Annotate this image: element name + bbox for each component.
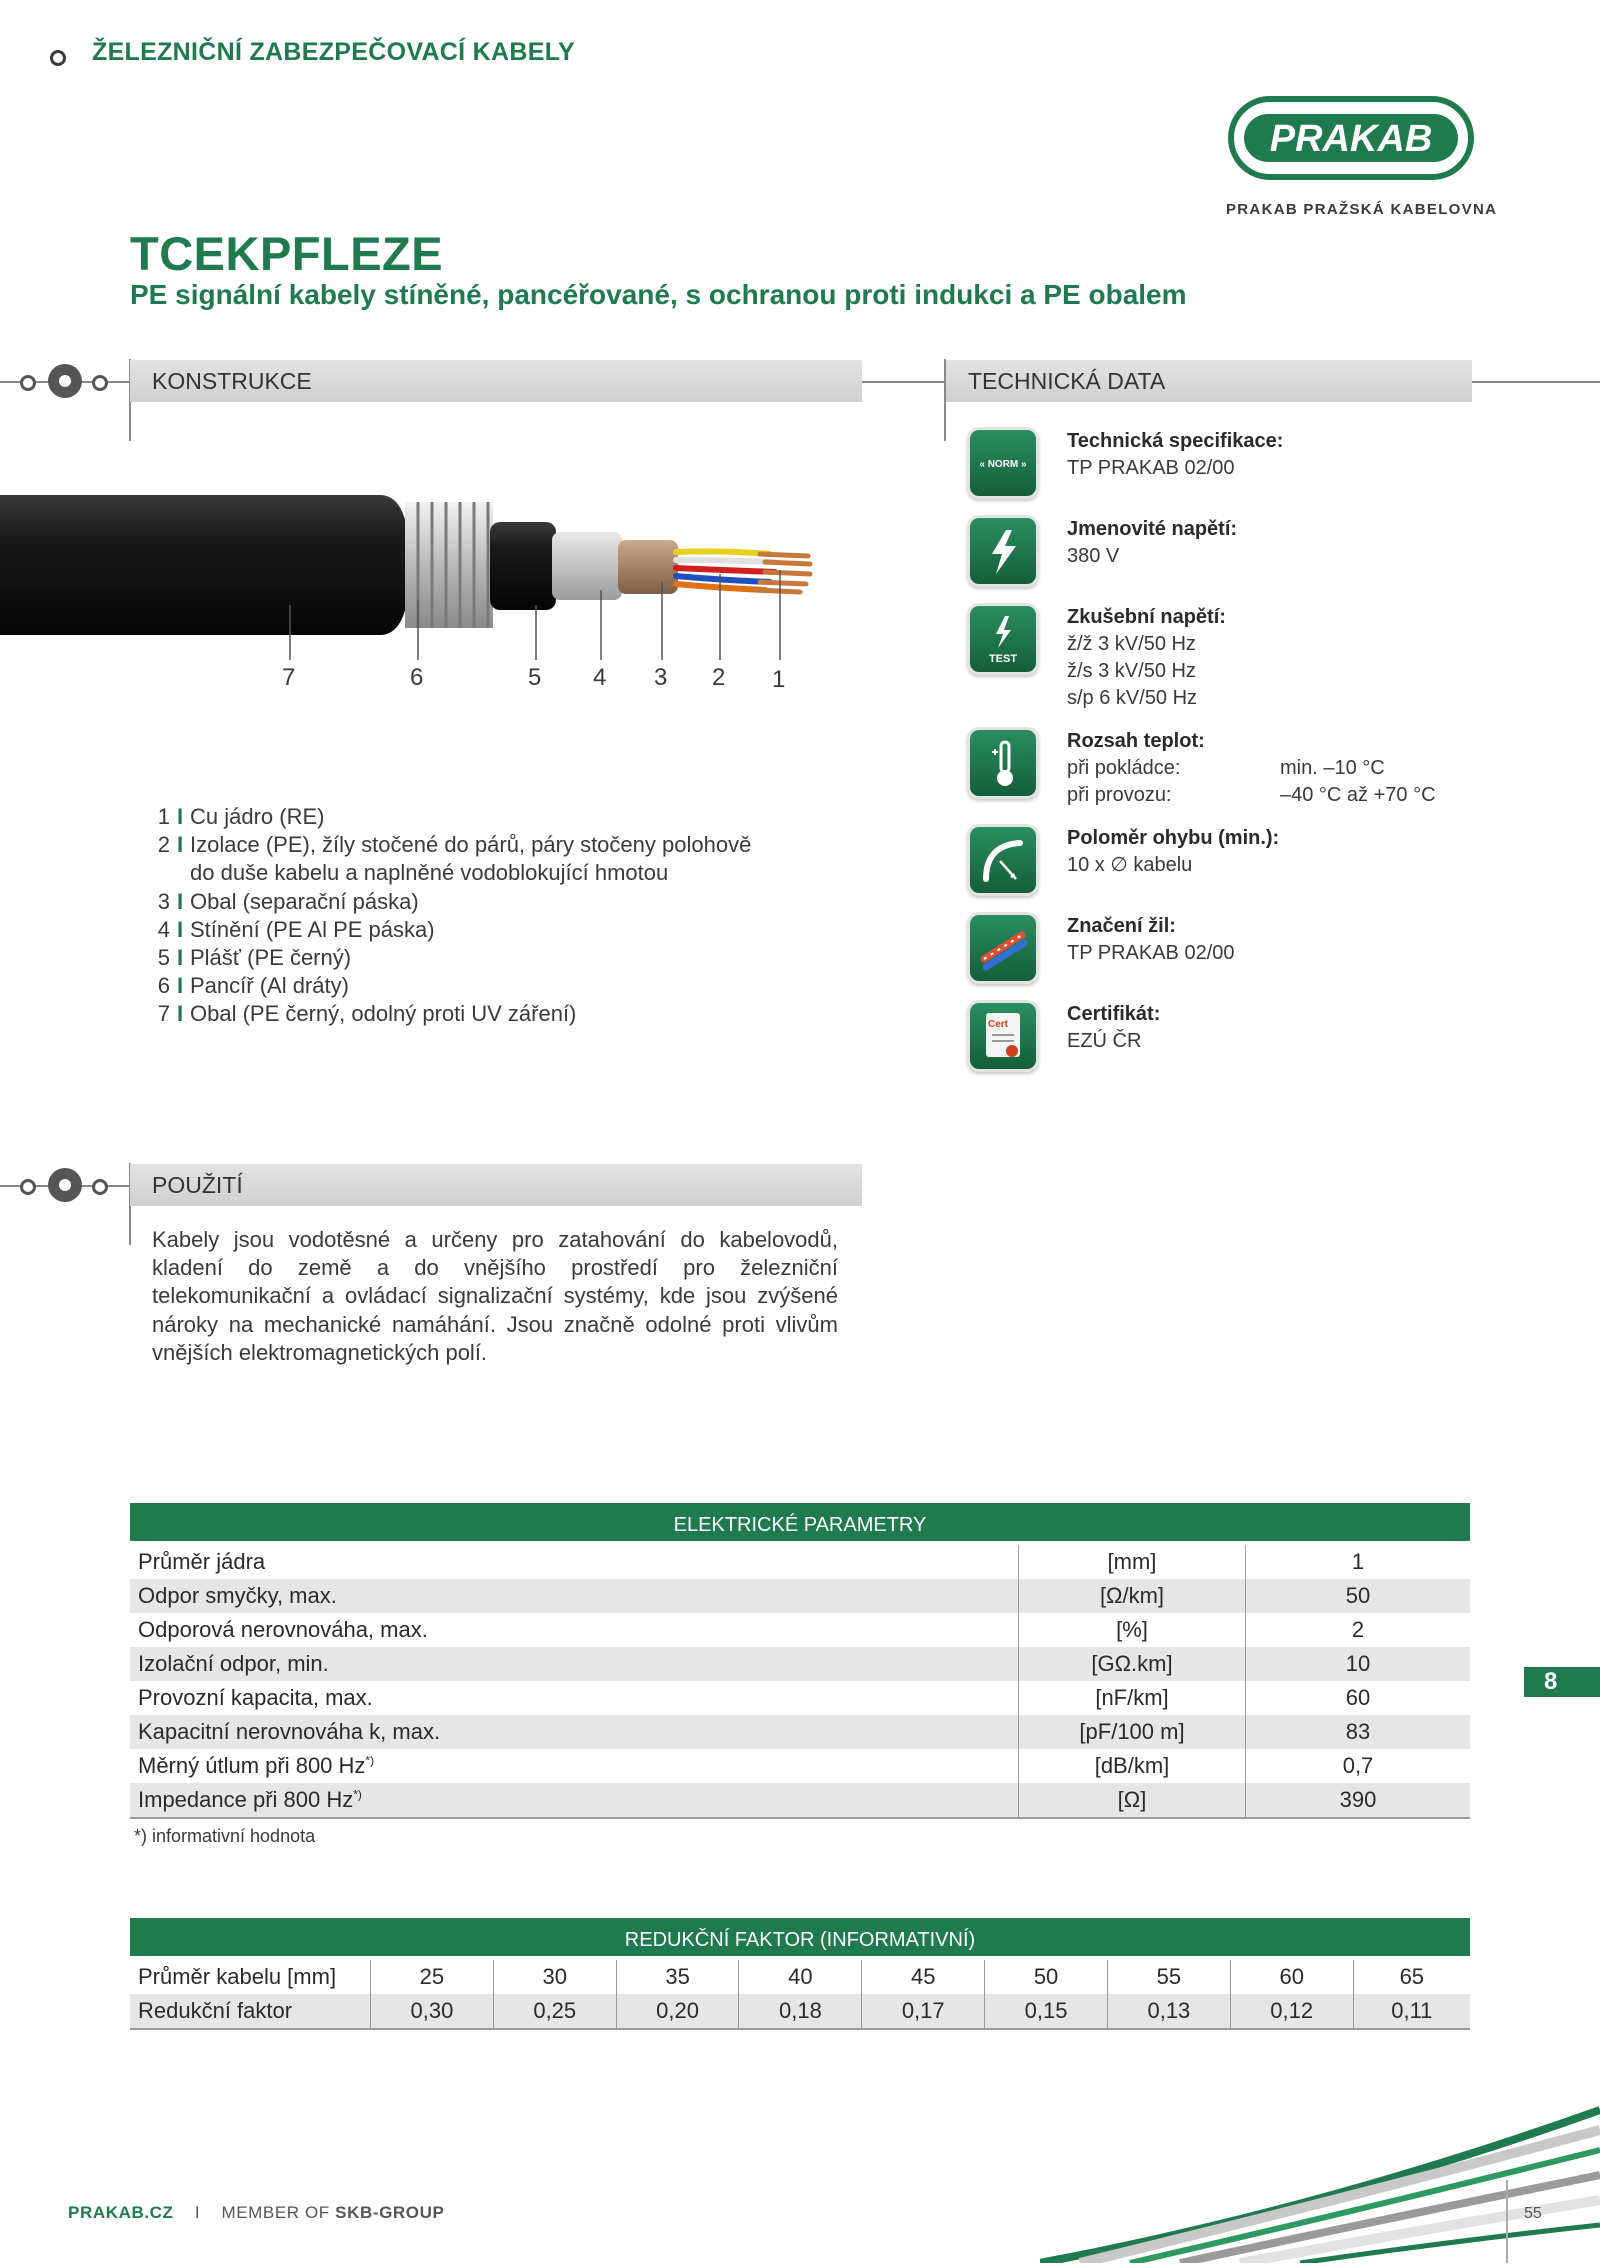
cable-label-6: 6 xyxy=(410,664,424,691)
table-row: Průměr jádra [mm] 1 xyxy=(130,1545,1470,1579)
section-line xyxy=(1472,381,1600,383)
spec-value: TP PRAKAB 02/00 xyxy=(1067,457,1235,479)
table-row: Impedance při 800 Hz*) [Ω] 390 xyxy=(130,1783,1470,1818)
thermometer-icon xyxy=(970,730,1036,796)
table-row: Průměr kabelu [mm] 25 30 35 40 45 50 55 60 65 xyxy=(130,1960,1470,1994)
section-usage: POUŽITÍ xyxy=(130,1164,862,1206)
footer-separator: I xyxy=(194,2203,201,2222)
logo-text: PRAKAB xyxy=(1269,118,1433,160)
table-row: Kapacitní nerovnováha k, max. [pF/100 m] 83 xyxy=(130,1715,1470,1749)
norm-icon xyxy=(970,430,1036,496)
section-dot-icon xyxy=(20,375,36,391)
product-subtitle: PE signální kabely stíněné, pancéřované, s ochranou proti indukci a PE obalem xyxy=(130,279,1187,310)
table-row: Provozní kapacita, max. [nF/km] 60 xyxy=(130,1681,1470,1715)
list-item: 7 I Obal (PE černý, odolný proti UV záření) xyxy=(157,1001,577,1027)
list-item: 2 I Izolace (PE), žíly stočené do párů, páry stočeny polohově xyxy=(157,832,752,858)
section-ring-icon xyxy=(48,1168,82,1202)
bend-radius-icon xyxy=(970,827,1036,893)
marking-label: Značení žil: xyxy=(1067,915,1176,937)
decorative-cables xyxy=(1040,2090,1600,2263)
section-construction: KONSTRUKCE xyxy=(130,360,862,402)
list-item: 4 I Stínění (PE Al PE páska) xyxy=(157,916,435,942)
section-dot-icon xyxy=(20,1179,36,1195)
test-voltage-value: s/p 6 kV/50 Hz xyxy=(1067,687,1198,709)
footer-site-link[interactable]: PRAKAB.CZ xyxy=(68,2203,174,2222)
section-technical: TECHNICKÁ DATA xyxy=(946,360,1472,402)
lightning-icon xyxy=(970,518,1036,584)
list-item: 1 I Cu jádro (RE) xyxy=(157,804,325,829)
cable-label-7: 7 xyxy=(282,664,296,691)
section-dot-icon xyxy=(92,375,108,391)
temp-value: min. –10 °C xyxy=(1280,757,1385,779)
list-item: 6 I Pancíř (Al dráty) xyxy=(157,973,349,999)
table-row: Měrný útlum při 800 Hz*) [dB/km] 0,7 xyxy=(130,1749,1470,1783)
footer-group: SKB-GROUP xyxy=(335,2203,445,2222)
logo-caption: PRAKAB PRAŽSKÁ KABELOVNA xyxy=(1226,201,1498,218)
cable-label-2: 2 xyxy=(712,664,726,691)
svg-text:Cert: Cert xyxy=(987,1019,1009,1030)
list-item: do duše kabelu a naplněné vodoblokující hmotou xyxy=(190,860,669,886)
spec-label: Technická specifikace: xyxy=(1067,430,1284,452)
cable-label-3: 3 xyxy=(654,664,668,691)
section-line xyxy=(862,381,946,383)
svg-text:« NORM »: « NORM » xyxy=(979,459,1027,470)
footer xyxy=(68,2203,444,2223)
table-row: Odpor smyčky, max. [Ω/km] 50 xyxy=(130,1579,1470,1613)
reduction-table-title: REDUKČNÍ FAKTOR (INFORMATIVNÍ) xyxy=(130,1918,1470,1956)
svg-text:TEST: TEST xyxy=(988,653,1018,665)
reduction-table xyxy=(130,1960,1470,2030)
cable-illustration xyxy=(0,470,900,690)
certificate-icon xyxy=(970,1003,1036,1069)
footer-member: MEMBER OF xyxy=(221,2203,330,2222)
test-voltage-value: ž/ž 3 kV/50 Hz xyxy=(1067,633,1196,655)
cable-label-1: 1 xyxy=(772,666,786,693)
chapter-tab[interactable]: 8 xyxy=(1524,1667,1600,1697)
test-voltage-value: ž/s 3 kV/50 Hz xyxy=(1067,660,1196,682)
test-voltage-values xyxy=(1067,631,1197,712)
cert-value: EZÚ ČR xyxy=(1067,1030,1142,1052)
category-title: ŽELEZNIČNÍ ZABEZPEČOVACÍ KABELY xyxy=(92,38,575,66)
cable-label-5: 5 xyxy=(528,664,542,691)
electric-table xyxy=(130,1545,1470,1819)
section-ring-icon xyxy=(48,364,82,398)
list-item: 5 I Plášť (PE černý) xyxy=(157,945,352,971)
temperature-label: Rozsah teplot: xyxy=(1067,730,1205,752)
voltage-label: Jmenovité napětí: xyxy=(1067,518,1238,540)
temp-key: při provozu: xyxy=(1067,784,1172,806)
construction-list xyxy=(150,803,850,1029)
product-title: TCEKPFLEZE xyxy=(130,227,444,280)
table-row: Odporová nerovnováha, max. [%] 2 xyxy=(130,1613,1470,1647)
list-item: 3 I Obal (separační páska) xyxy=(157,888,419,914)
test-voltage-label: Zkušební napětí: xyxy=(1067,606,1226,628)
test-icon xyxy=(970,606,1036,672)
footnote: *) informativní hodnota xyxy=(134,1826,316,1846)
cable-label-4: 4 xyxy=(593,664,607,691)
bullet-icon xyxy=(50,50,66,66)
cert-label: Certifikát: xyxy=(1067,1003,1161,1025)
table-row: Izolační odpor, min. [GΩ.km] 10 xyxy=(130,1647,1470,1681)
usage-text: Kabely jsou vodotěsné a určeny pro zatahování do kabelovodů, kladení do země a do vnějšího prostředí pro železniční telekomunikační a ovládací signalizační systémy, kde jsou zvýšené nároky na mechanické namáhání. Jsou značně odolné proti vlivům vnějších elektromagnetických polí. xyxy=(152,1227,838,1365)
bend-label: Poloměr ohybu (min.): xyxy=(1067,827,1280,849)
bend-value: 10 x ∅ kabelu xyxy=(1067,854,1193,876)
temp-value: –40 °C až +70 °C xyxy=(1280,784,1436,806)
page-number: 55 xyxy=(1524,2205,1542,2222)
voltage-value: 380 V xyxy=(1067,545,1120,567)
section-dot-icon xyxy=(92,1179,108,1195)
prakab-logo xyxy=(1228,96,1474,180)
temp-key: při pokládce: xyxy=(1067,757,1181,779)
footer-vline xyxy=(1506,2180,1508,2263)
electric-table-title: ELEKTRICKÉ PARAMETRY xyxy=(130,1503,1470,1541)
wire-marking-icon xyxy=(970,915,1036,981)
table-row: Redukční faktor 0,30 0,25 0,20 0,18 0,17 0,15 0,13 0,12 0,11 xyxy=(130,1994,1470,2029)
marking-value: TP PRAKAB 02/00 xyxy=(1067,942,1235,964)
